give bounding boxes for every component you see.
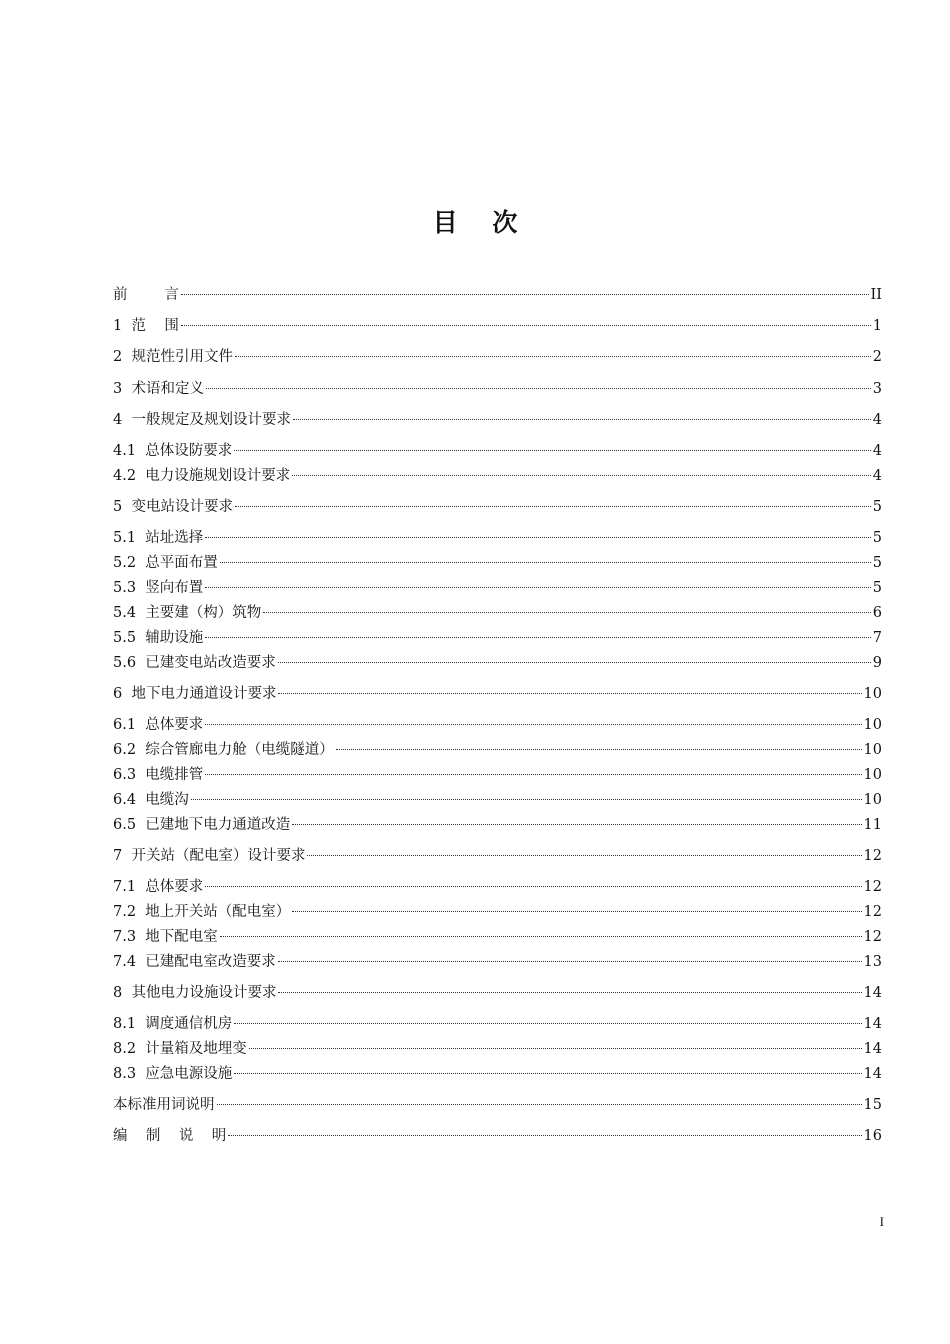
toc-entry-page-number: 11	[863, 817, 882, 833]
toc-entry[interactable]	[113, 845, 882, 867]
toc-entry[interactable]	[113, 683, 882, 705]
toc-entry-label: 本标准用词说明	[113, 1097, 215, 1113]
toc-entry-label: 前 言	[113, 287, 179, 303]
toc-entry[interactable]	[113, 876, 882, 898]
toc-dot-leader	[292, 824, 861, 825]
toc-entry-label: 7.1 总体要求	[113, 879, 204, 895]
toc-entry[interactable]	[113, 627, 882, 649]
toc-dot-leader	[205, 637, 870, 638]
toc-entry[interactable]	[113, 764, 882, 786]
toc-entry[interactable]	[113, 1013, 882, 1035]
toc-entry-label: 4.1 总体设防要求	[113, 443, 233, 459]
toc-entry-label: 5 变电站设计要求	[113, 499, 233, 515]
toc-entry[interactable]	[113, 714, 882, 736]
toc-entry[interactable]	[113, 1125, 882, 1147]
toc-entry[interactable]	[113, 527, 882, 549]
toc-dot-leader	[278, 662, 871, 663]
toc-entry-page-number: 2	[872, 349, 882, 365]
toc-entry-label: 6.3 电缆排管	[113, 767, 204, 783]
toc-entry-label: 3 术语和定义	[113, 381, 204, 397]
toc-entry-page-number: 7	[872, 630, 882, 646]
toc-entry-label: 6.2 综合管廊电力舱（电缆隧道）	[113, 742, 334, 758]
toc-dot-leader	[181, 325, 871, 326]
toc-entry[interactable]	[113, 378, 882, 400]
toc-entry-page-number: 1	[872, 318, 882, 334]
toc-entry-page-number: 14	[863, 985, 882, 1001]
toc-entry[interactable]	[113, 789, 882, 811]
toc-entry-page-number: II	[870, 287, 882, 303]
toc-dot-leader	[217, 1104, 862, 1105]
toc-entry-label: 7.4 已建配电室改造要求	[113, 954, 276, 970]
toc-dot-leader	[278, 992, 861, 993]
toc-entry[interactable]	[113, 577, 882, 599]
toc-entry-page-number: 10	[863, 717, 882, 733]
toc-dot-leader	[292, 911, 861, 912]
toc-entry-label: 4.2 电力设施规划设计要求	[113, 468, 291, 484]
toc-entry-page-number: 10	[863, 767, 882, 783]
toc-dot-leader	[181, 294, 869, 295]
toc-dot-leader	[228, 1135, 861, 1136]
toc-entry-page-number: 10	[863, 792, 882, 808]
toc-entry-page-number: 5	[872, 580, 882, 596]
toc-entry-label: 5.4 主要建（构）筑物	[113, 605, 262, 621]
toc-dot-leader	[249, 1048, 862, 1049]
toc-entry-page-number: 5	[872, 499, 882, 515]
toc-entry-label: 5.2 总平面布置	[113, 555, 218, 571]
toc-entry-page-number: 9	[872, 655, 882, 671]
toc-entry-label: 5.3 竖向布置	[113, 580, 204, 596]
toc-entry[interactable]	[113, 496, 882, 518]
toc-dot-leader	[234, 1023, 861, 1024]
toc-entry-page-number: 15	[863, 1097, 882, 1113]
toc-entry-page-number: 5	[872, 530, 882, 546]
footer-page-number: I	[879, 1214, 884, 1229]
toc-entry-page-number: 10	[863, 686, 882, 702]
toc-entry-label: 6 地下电力通道设计要求	[113, 686, 277, 702]
toc-entry-page-number: 12	[863, 904, 882, 920]
toc-dot-leader	[336, 749, 862, 750]
toc-dot-leader	[234, 1073, 861, 1074]
toc-entry[interactable]	[113, 284, 882, 306]
toc-dot-leader	[278, 961, 862, 962]
toc-entry-label: 8.2 计量箱及地埋变	[113, 1041, 247, 1057]
toc-entry[interactable]	[113, 1063, 882, 1085]
toc-entry[interactable]	[113, 465, 882, 487]
toc-entry[interactable]	[113, 409, 882, 431]
toc-entry-label: 7 开关站（配电室）设计要求	[113, 848, 306, 864]
toc-dot-leader	[263, 612, 870, 613]
toc-dot-leader	[235, 506, 871, 507]
toc-entry[interactable]	[113, 739, 882, 761]
toc-dot-leader	[307, 855, 861, 856]
toc-dot-leader	[205, 774, 861, 775]
toc-dot-leader	[205, 724, 861, 725]
toc-entry[interactable]	[113, 552, 882, 574]
toc-dot-leader	[234, 450, 870, 451]
toc-entry-label: 6.1 总体要求	[113, 717, 204, 733]
toc-entry-page-number: 6	[872, 605, 882, 621]
toc-entry-label: 6.4 电缆沟	[113, 792, 189, 808]
toc-entry-label: 8.1 调度通信机房	[113, 1016, 233, 1032]
toc-entry[interactable]	[113, 901, 882, 923]
toc-entry-label: 1 范 围	[113, 318, 179, 334]
toc-dot-leader	[235, 356, 871, 357]
toc-entry-label: 8.3 应急电源设施	[113, 1066, 233, 1082]
toc-dot-leader	[205, 587, 870, 588]
toc-entry-label: 7.2 地上开关站（配电室）	[113, 904, 291, 920]
toc-entry-page-number: 4	[872, 468, 882, 484]
toc-entry-page-number: 10	[863, 742, 882, 758]
toc-entry-label: 5.6 已建变电站改造要求	[113, 655, 276, 671]
toc-entry-label: 4 一般规定及规划设计要求	[113, 412, 291, 428]
toc-entry-page-number: 12	[863, 879, 882, 895]
toc-dot-leader	[191, 799, 862, 800]
toc-dot-leader	[206, 388, 871, 389]
toc-entry-page-number: 5	[872, 555, 882, 571]
toc-entry[interactable]	[113, 652, 882, 674]
toc-entry-page-number: 12	[863, 929, 882, 945]
toc-entry-label: 6.5 已建地下电力通道改造	[113, 817, 291, 833]
toc-entry[interactable]	[113, 982, 882, 1004]
toc-entry-page-number: 4	[872, 412, 882, 428]
toc-entry-label: 2 规范性引用文件	[113, 349, 233, 365]
toc-entry-page-number: 14	[863, 1066, 882, 1082]
toc-dot-leader	[220, 936, 862, 937]
toc-entry-page-number: 12	[863, 848, 882, 864]
toc-dot-leader	[292, 475, 870, 476]
toc-entry-page-number: 13	[863, 954, 882, 970]
toc-entry[interactable]	[113, 1094, 882, 1116]
toc-entry[interactable]	[113, 926, 882, 948]
toc-entry-label: 8 其他电力设施设计要求	[113, 985, 277, 1001]
toc-entry[interactable]	[113, 1038, 882, 1060]
toc-entry-page-number: 4	[872, 443, 882, 459]
toc-entry-label: 5.5 辅助设施	[113, 630, 204, 646]
toc-entry-page-number: 14	[863, 1016, 882, 1032]
toc-dot-leader	[278, 693, 861, 694]
toc-entry[interactable]	[113, 814, 882, 836]
toc-entry[interactable]	[113, 440, 882, 462]
toc-entry-label: 7.3 地下配电室	[113, 929, 218, 945]
toc-entry-page-number: 16	[863, 1128, 882, 1144]
toc-dot-leader	[220, 562, 871, 563]
toc-dot-leader	[205, 537, 870, 538]
toc-entry-page-number: 3	[872, 381, 882, 397]
page-title: 目 次	[432, 208, 518, 237]
toc-entry-page-number: 14	[863, 1041, 882, 1057]
toc-entry-label: 编 制 说 明	[113, 1128, 227, 1144]
toc-entry[interactable]	[113, 315, 882, 337]
toc-entry[interactable]	[113, 346, 882, 368]
toc-entry[interactable]	[113, 951, 882, 973]
toc-entry[interactable]	[113, 602, 882, 624]
toc-entry-label: 5.1 站址选择	[113, 530, 204, 546]
toc-dot-leader	[205, 886, 861, 887]
toc-dot-leader	[293, 419, 871, 420]
